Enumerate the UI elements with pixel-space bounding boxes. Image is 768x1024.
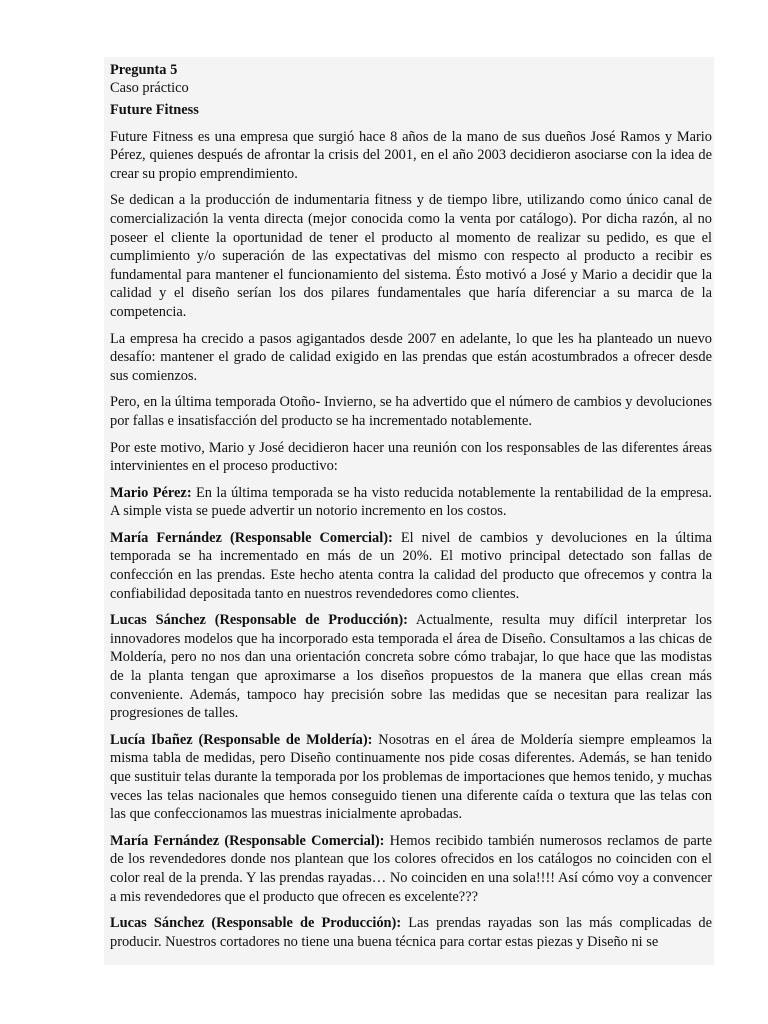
speaker-name: Lucía Ibañez (Responsable de Moldería): bbox=[110, 731, 373, 748]
case-label: Caso práctico bbox=[110, 80, 189, 96]
speaker-name: Mario Pérez: bbox=[110, 484, 192, 501]
dialogue-entry bbox=[110, 914, 712, 951]
dialogue-text: El nivel de cambios y devoluciones en la última temporada se ha incrementado en más de un 20%. El motivo principal detectado son fallas de confección en las prendas. Este hecho atenta contra la calidad del producto que ofrecemos y contra la confiabilidad depositada tanto en nuestros revendedores como clientes. bbox=[110, 529, 712, 602]
paragraph: La empresa ha crecido a pasos agigantados desde 2007 en adelante, lo que les ha planteado un nuevo desafío: mantener el grado de calidad exigido en las prendas que están acostumbrados a ofrecer desde sus comienzos. bbox=[110, 330, 712, 384]
speaker-name: María Fernández (Responsable Comercial): bbox=[110, 832, 385, 849]
dialogue-text: Actualmente, resulta muy difícil interpretar los innovadores modelos que ha incorporado esta temporada el área de Diseño. Consultamos a las chicas de Moldería, pero no nos dan una orientación concreta sobre cómo trabajar, lo que hace que las modistas de la planta tengan que aproximarse a los diseños propuestos de la manera que ellas crean más conveniente. Además, tampoco hay precisión sobre las medidas que se necesitan para realizar las progresiones de talles. bbox=[110, 612, 713, 722]
dialogue-text: En la última temporada se ha visto reducida notablemente la rentabilidad de la empresa. A simple vista se puede advertir un notorio incremento en los costos. bbox=[110, 484, 712, 520]
paragraph: Pero, en la última temporada Otoño- Invierno, se ha advertido que el número de cambios y devoluciones por fallas e insatisfacción del producto se ha incrementado notablemente. bbox=[110, 394, 712, 429]
dialogue-entry bbox=[110, 731, 712, 824]
dialogue-text: Las prendas rayadas son las más complicadas de producir. Nuestros cortadores no tiene una buena técnica para cortar estas piezas y Diseño ni se bbox=[110, 915, 712, 950]
paragraph: Se dedican a la producción de indumentaria fitness y de tiempo libre, utilizando como único canal de comercialización la venta directa (mejor conocida como la venta por catálogo). Por dicha razón, al no poseer el cliente la oportunidad de tener el producto al momento de realizar su pedido, es que el cumplimiento y/o superación de las expectativas del mismo con respecto al producto a recibir es fundamental para mantener el funcionamiento del sistema. Ésto motivó a José y Mario a decidir que la calidad y el diseño serían los dos pilares fundamentales que haría diferenciar a su marca de la competencia. bbox=[110, 192, 712, 320]
speaker-name: María Fernández (Responsable Comercial): bbox=[110, 529, 393, 546]
speaker-name: Lucas Sánchez (Responsable de Producción): bbox=[110, 915, 402, 932]
question-label: Pregunta 5 bbox=[110, 62, 178, 78]
paragraph: Por este motivo, Mario y José decidieron hacer una reunión con los responsables de las diferentes áreas intervinientes en el proceso productivo: bbox=[110, 439, 712, 475]
dialogue-text: Nosotras en el área de Moldería siempre empleamos la misma tabla de medidas, pero Diseño continuamente nos pide cosas diferentes. Además, se han tenido que sustituir telas durante la temporada por los problemas de importaciones que hemos tenido, y muchas veces las telas nacionales que hemos conseguido tienen una diferente caída o textura que las telas con las que confeccionamos las muestras inicialmente aprobadas. bbox=[110, 731, 712, 823]
document-body bbox=[104, 57, 714, 965]
document-content bbox=[110, 61, 714, 951]
dialogue-entry bbox=[110, 484, 712, 521]
dialogue-entry bbox=[110, 832, 712, 906]
dialogue-entry bbox=[110, 529, 712, 603]
paragraph: Future Fitness es una empresa que surgió hace 8 años de la mano de sus dueños José Ramos y Mario Pérez, quienes después de afrontar la crisis del 2001, en el año 2003 decidieron asociarse con la idea de crear su propio emprendimiento. bbox=[110, 128, 712, 182]
dialogue-entry bbox=[110, 611, 712, 723]
speaker-name: Lucas Sánchez (Responsable de Producción): bbox=[110, 612, 408, 629]
dialogue-text: Hemos recibido también numerosos reclamos de parte de los revendedores donde nos plantean que los colores ofrecidos en los catálogos no coinciden con el color real de la prenda. Y las prendas rayadas… No coinciden en una sola!!!! Así cómo voy a convencer a mis revendedores que el producto que ofrecen es excelente??? bbox=[110, 832, 712, 905]
document-title: Future Fitness bbox=[110, 102, 199, 118]
